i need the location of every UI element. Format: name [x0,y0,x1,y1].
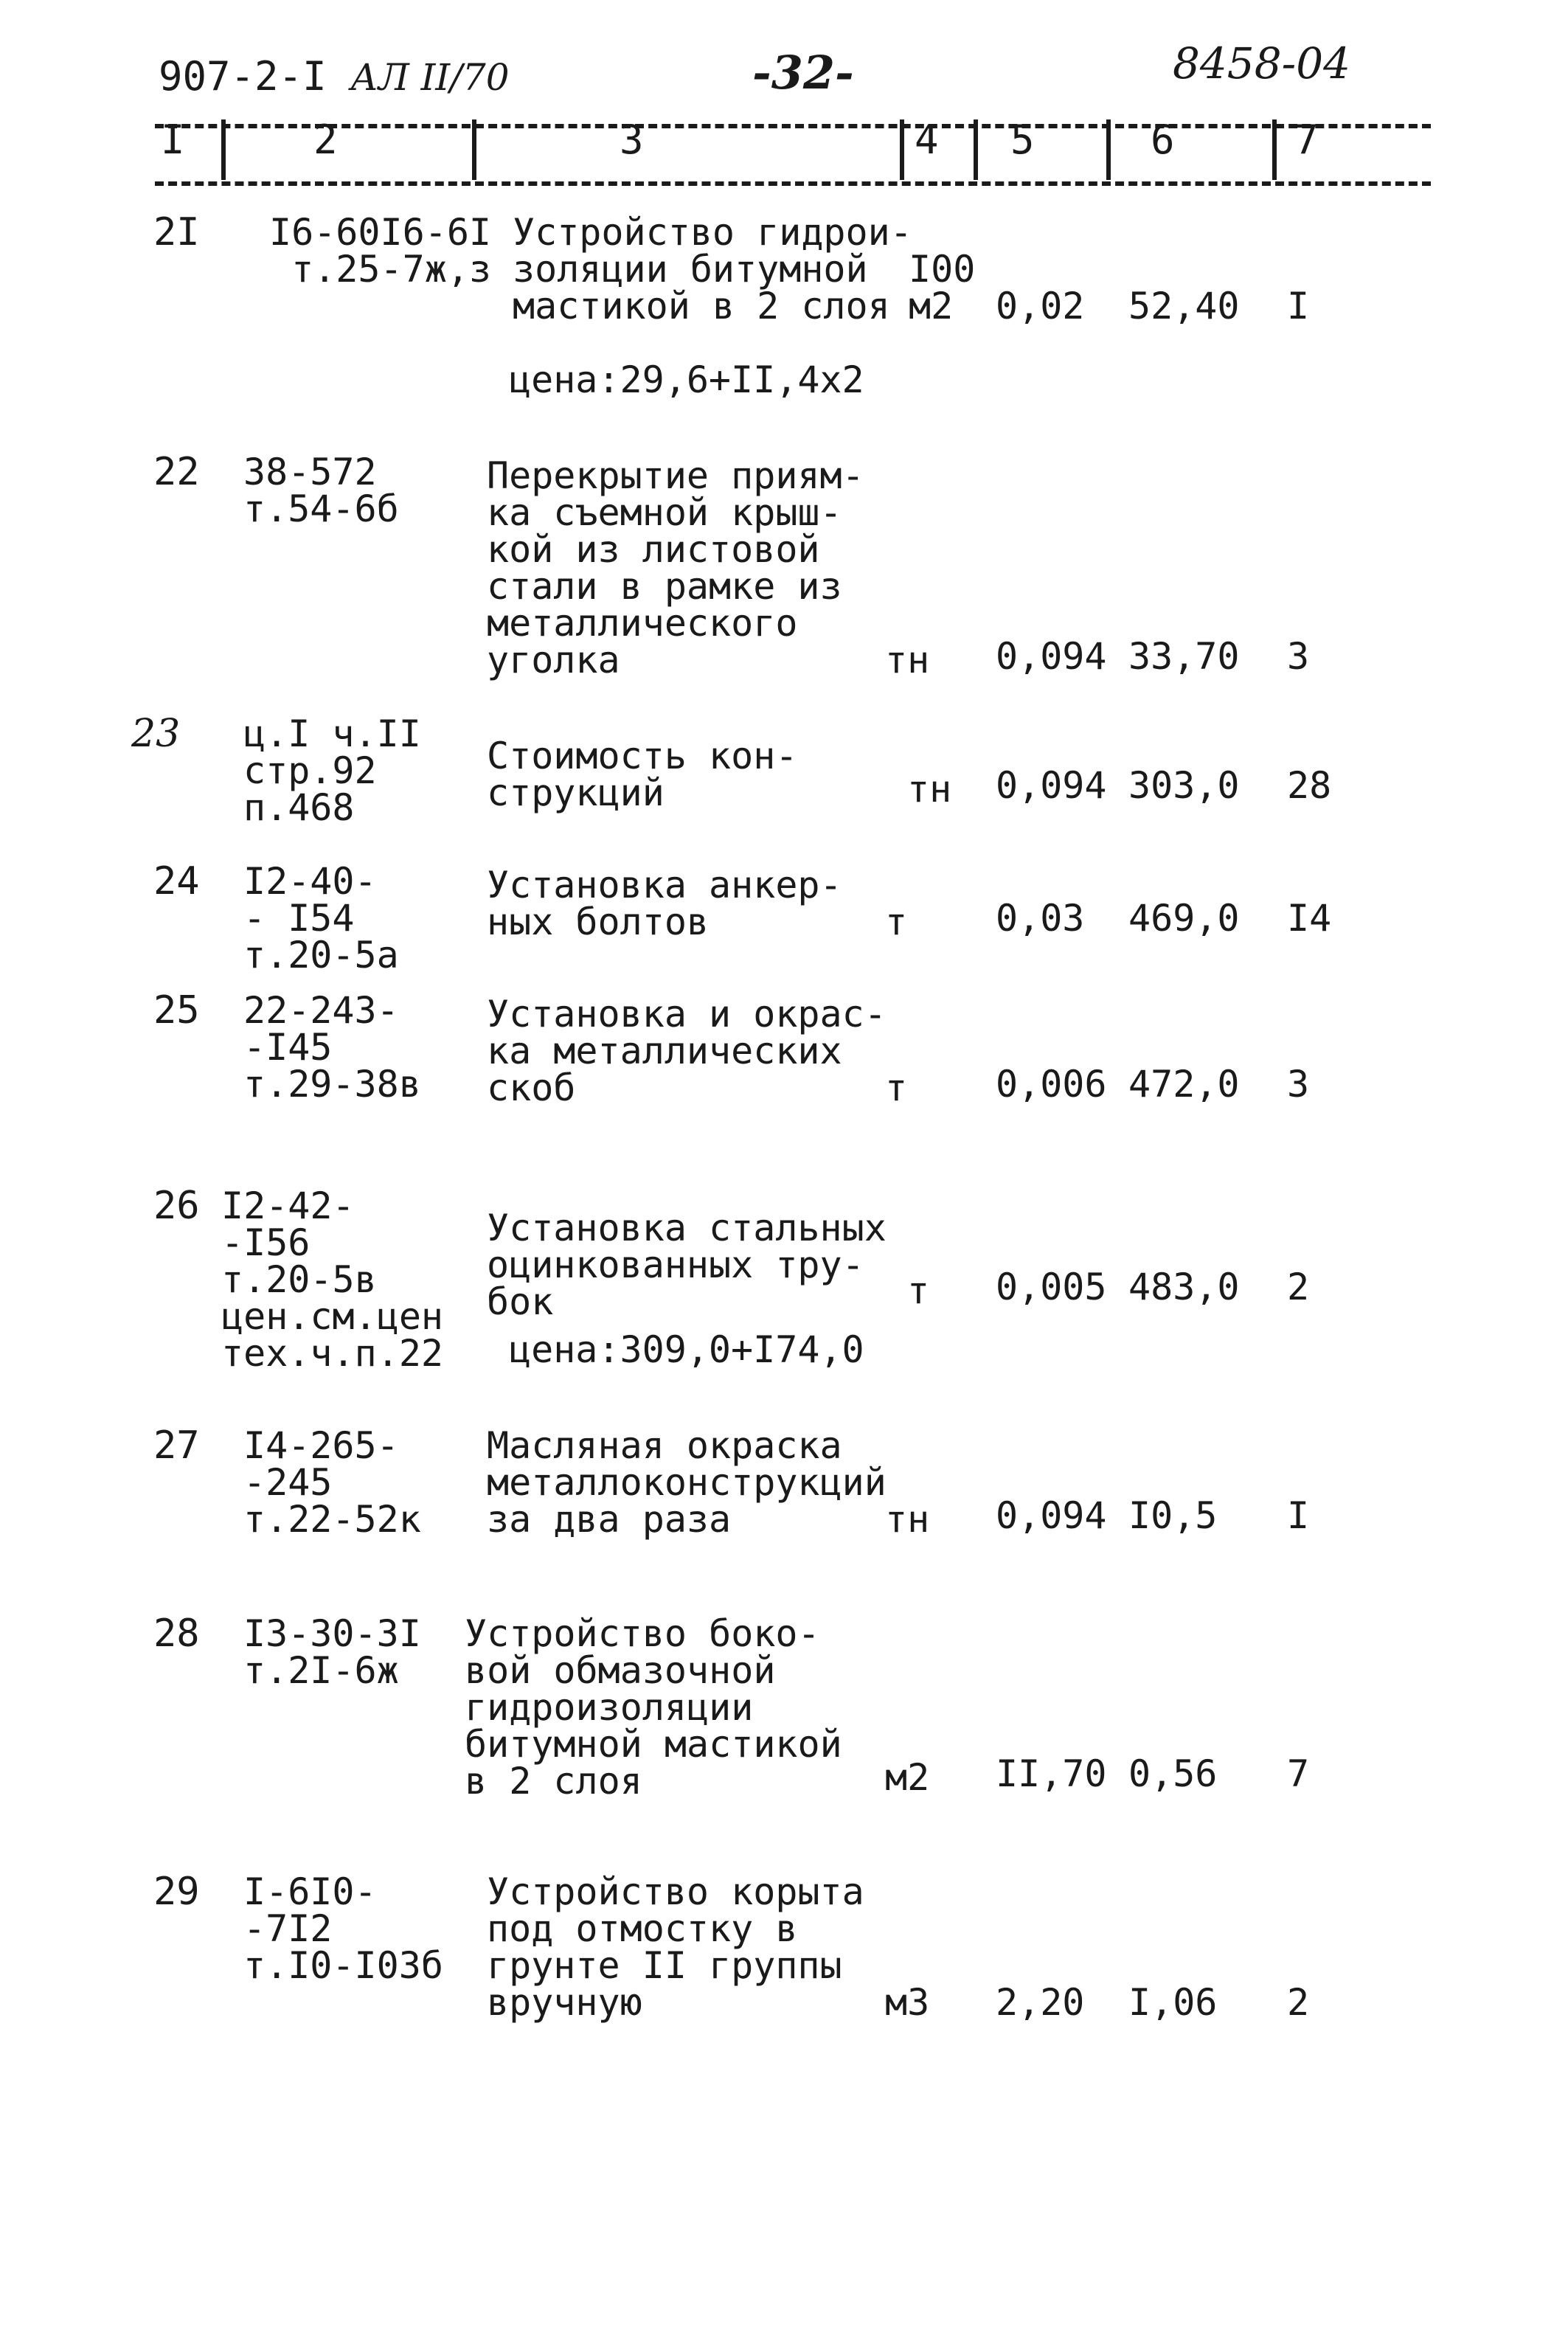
row-number: 22 [153,450,200,494]
row-total: 7 [1287,1752,1310,1795]
row-price: 469,0 [1128,897,1240,940]
column-separator [1106,119,1111,180]
row-code: I2-40- - I54 т.20-5а [243,860,399,976]
column-number-6: 6 [1151,117,1175,163]
row-total: 3 [1287,635,1310,678]
row-unit: т [885,901,908,943]
row-number: 26 [153,1184,200,1228]
row-quantity: 0,005 [996,1266,1107,1308]
row-code: I6-60I6-6I т.25-7ж,з [269,211,492,291]
row-description: Установка анкер- ных болтов [487,864,842,943]
row-price: 303,0 [1128,764,1240,807]
row-quantity: 2,20 [996,1981,1085,2024]
row-number: 29 [153,1870,200,1914]
row-price: 472,0 [1128,1063,1240,1106]
column-number-4: 4 [915,117,939,163]
column-number-3: 3 [620,117,644,163]
row-code: I-6I0- -7I2 т.I0-I03б [243,1870,443,1987]
row-price: 33,70 [1128,635,1240,678]
row-code: ц.I ч.II стр.92 п.468 [243,712,421,829]
row-code: 22-243- -I45 т.29-38в [243,989,421,1106]
row-description: Масляная окраска металлоконструкций за два раза [487,1424,887,1541]
row-code: I3-30-3I т.2I-6ж [243,1612,421,1692]
row-price: I,06 [1128,1981,1218,2024]
column-separator [974,119,978,180]
column-separator [1272,119,1277,180]
column-number-7: 7 [1294,117,1319,163]
row-total: 3 [1287,1063,1310,1106]
row-code: I2-42- -I56 т.20-5в цен.см.цен тех.ч.п.22 [221,1184,444,1375]
row-total: I4 [1287,897,1332,940]
column-separator [472,119,476,180]
row-code: I4-265- -245 т.22-52к [243,1424,421,1541]
page-number: -32- [752,46,854,100]
column-number-2: 2 [313,117,338,163]
document-code-typed: 907-2-I [159,53,327,100]
row-unit: м2 [885,1756,930,1799]
column-number-1: I [161,117,185,163]
column-separator [221,119,226,180]
column-header [155,111,1431,192]
row-number: 2I [153,210,200,254]
row-unit: т [907,1269,930,1312]
row-unit: т [885,1066,908,1109]
row-price: 52,40 [1128,285,1240,327]
header-bottom-rule [155,181,1431,186]
row-total: 2 [1287,1981,1310,2024]
row-description: Устройство боко- вой обмазочной гидроизоляции битумной мастикой в 2 слоя [465,1612,842,1803]
row-description: Устройство корыта под отмостку в грунте II группы вручную [487,1870,864,2024]
row-price: 0,56 [1128,1752,1218,1795]
row-description: Стоимость кон- струкций [487,735,798,814]
row-unit: тн [907,768,952,811]
column-number-5: 5 [1010,117,1035,163]
row-price: 483,0 [1128,1266,1240,1308]
row-quantity: 0,094 [996,764,1107,807]
row-quantity: 0,006 [996,1063,1107,1106]
row-unit: тн [885,1498,930,1541]
row-description: Установка стальных оцинкованных тру- бок [487,1207,887,1323]
row-quantity: 0,02 [996,285,1085,327]
row-total: I [1287,1494,1310,1537]
row-quantity: 0,03 [996,897,1085,940]
document-code [159,53,510,100]
row-description: Устройство гидрои- золяции битумной мастикой в 2 слоя [513,211,912,327]
row-unit: I00 м2 [909,248,976,327]
row-note: цена:309,0+I74,0 [509,1328,864,1371]
row-description: Установка и окрас- ка металлических скоб [487,993,887,1109]
row-note: цена:29,6+II,4x2 [509,358,864,401]
row-quantity: 0,094 [996,1494,1107,1537]
row-number: 25 [153,988,200,1033]
row-code: 38-572 т.54-6б [243,451,399,530]
document-code-handwritten: АЛ II/70 [350,56,510,99]
column-separator [900,119,904,180]
archive-number: 8458-04 [1173,38,1351,89]
row-number: 27 [153,1423,200,1468]
row-quantity: 0,094 [996,635,1107,678]
row-total: I [1287,285,1310,327]
row-quantity: II,70 [996,1752,1107,1795]
row-number: 23 [131,712,181,756]
row-total: 2 [1287,1266,1310,1308]
row-description: Перекрытие приям- ка съемной крыш- кой из листовой стали в рамке из металлического уголка [487,454,864,681]
header-top-rule [155,124,1431,128]
row-number: 24 [153,859,200,903]
row-total: 28 [1287,764,1332,807]
row-unit: м3 [885,1981,930,2024]
row-number: 28 [153,1612,200,1656]
row-unit: тн [885,639,930,681]
row-price: I0,5 [1128,1494,1218,1537]
